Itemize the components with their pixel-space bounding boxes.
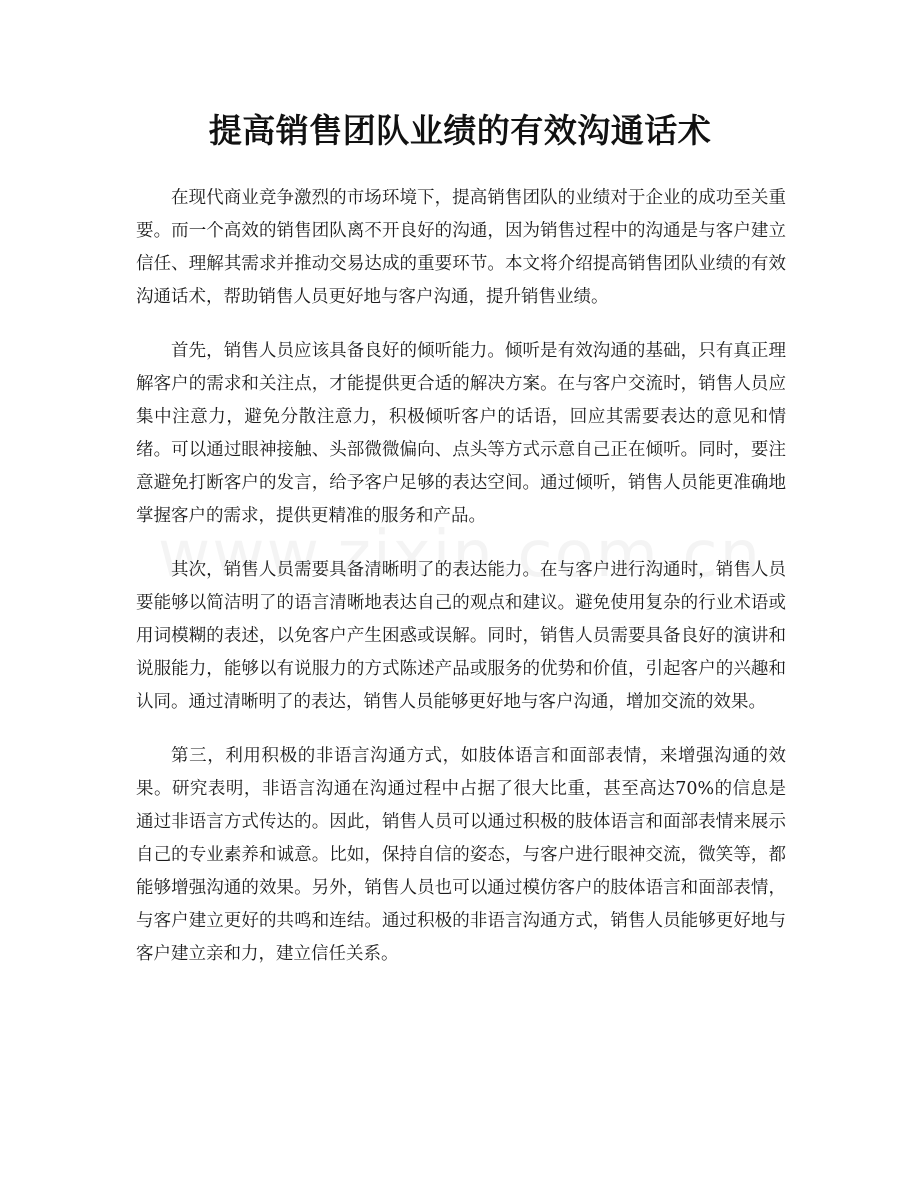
paragraph-nonverbal: 第三，利用积极的非语言沟通方式，如肢体语言和面部表情，来增强沟通的效果。研究表明，非语言沟通在沟通过程中占据了很大比重，甚至高达70%的信息是通过非语言方式传达的。因此，销售人员可以通过积极的肢体语言和面部表情来展示自己的专业素养和诚意。比如，保持自信的姿态，与客户进行眼神交流，微笑等，都能够增强沟通的效果。另外，销售人员也可以通过模仿客户的肢体语言和面部表情，与客户建立更好的共鸣和连结。通过积极的非语言沟通方式，销售人员能够更好地与客户建立亲和力，建立信任关系。	[136, 746, 786, 964]
page-title: 提高销售团队业绩的有效沟通话术	[208, 111, 712, 150]
document-body	[136, 182, 786, 992]
paragraph-intro: 在现代商业竞争激烈的市场环境下，提高销售团队的业绩对于企业的成功至关重要。而一个高效的销售团队离不开良好的沟通，因为销售过程中的沟通是与客户建立信任、理解其需求并推动交易达成的重要环节。本文将介绍提高销售团队业绩的有效沟通话术，帮助销售人员更好地与客户沟通，提升销售业绩。	[136, 188, 786, 307]
paragraph-expression: 其次，销售人员需要具备清晰明了的表达能力。在与客户进行沟通时，销售人员要能够以简洁明了的语言清晰地表达自己的观点和建议。避免使用复杂的行业术语或用词模糊的表述，以免客户产生困惑或误解。同时，销售人员需要具备良好的演讲和说服能力，能够以有说服力的方式陈述产品或服务的优势和价值，引起客户的兴趣和认同。通过清晰明了的表达，销售人员能够更好地与客户沟通，增加交流的效果。	[136, 560, 786, 712]
paragraph-listening: 首先，销售人员应该具备良好的倾听能力。倾听是有效沟通的基础，只有真正理解客户的需求和关注点，才能提供更合适的解决方案。在与客户交流时，销售人员应集中注意力，避免分散注意力，积极倾听客户的话语，回应其需要表达的意见和情绪。可以通过眼神接触、头部微微偏向、点头等方式示意自己正在倾听。同时，要注意避免打断客户的发言，给予客户足够的表达空间。通过倾听，销售人员能更准确地掌握客户的需求，提供更精准的服务和产品。	[136, 341, 786, 526]
